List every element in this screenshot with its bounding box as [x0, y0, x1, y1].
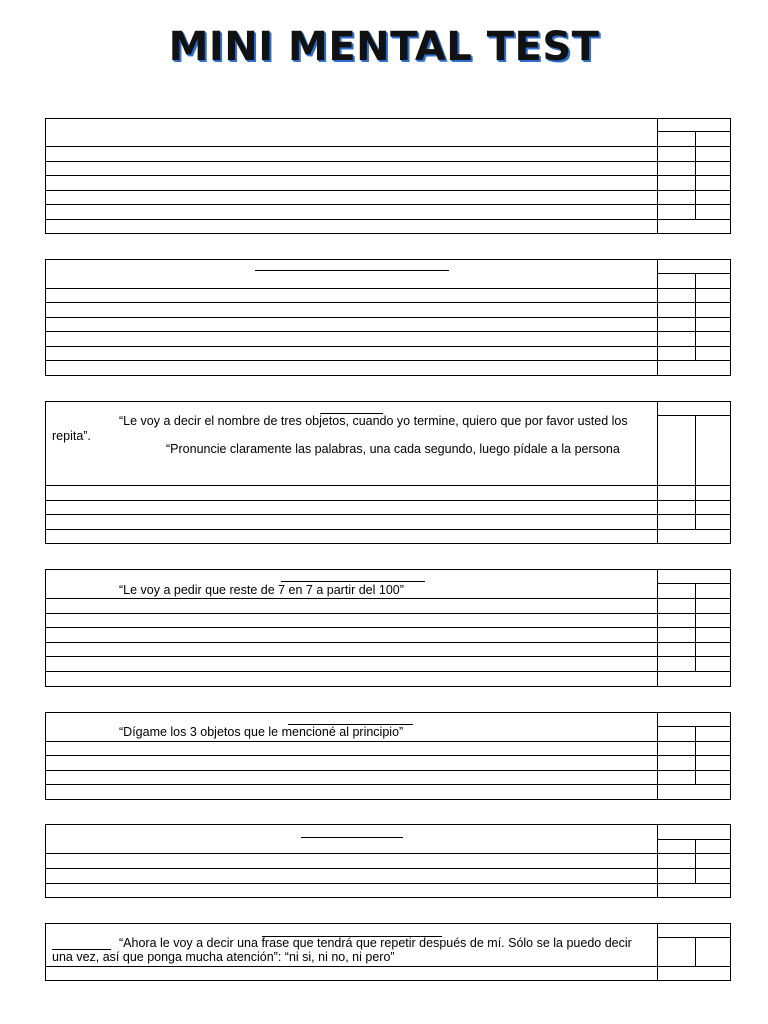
instruction-line-1: “Dígame los 3 objetos que le mencioné al principio” — [119, 725, 404, 739]
section-naming — [45, 824, 731, 898]
section-recall — [45, 712, 731, 800]
instruction-line-2: una vez, así que ponga mucha atención”: “ni si, ni no, ni pero” — [52, 950, 395, 964]
instruction-line-2: repita”. — [52, 429, 91, 443]
instruction-line-1: “Ahora le voy a decir una frase que tendrá que repetir después de mí. Sólo se la puedo decir — [119, 936, 632, 950]
instruction-line-1: “Le voy a pedir que reste de 7 en 7 a partir del 100” — [119, 583, 404, 597]
instruction-line-3: “Pronuncie claramente las palabras, una cada segundo, luego pídale a la persona — [166, 442, 620, 456]
section-registration — [45, 401, 731, 544]
section-orientation-time — [45, 118, 731, 234]
section-attention-calculation — [45, 569, 731, 687]
section-repetition — [45, 923, 731, 981]
page-title: MINI MENTAL TEST — [168, 24, 600, 70]
instruction-line-1: “Le voy a decir el nombre de tres objetos, cuando yo termine, quiero que por favor usted los — [119, 414, 628, 428]
section-orientation-place — [45, 259, 731, 376]
